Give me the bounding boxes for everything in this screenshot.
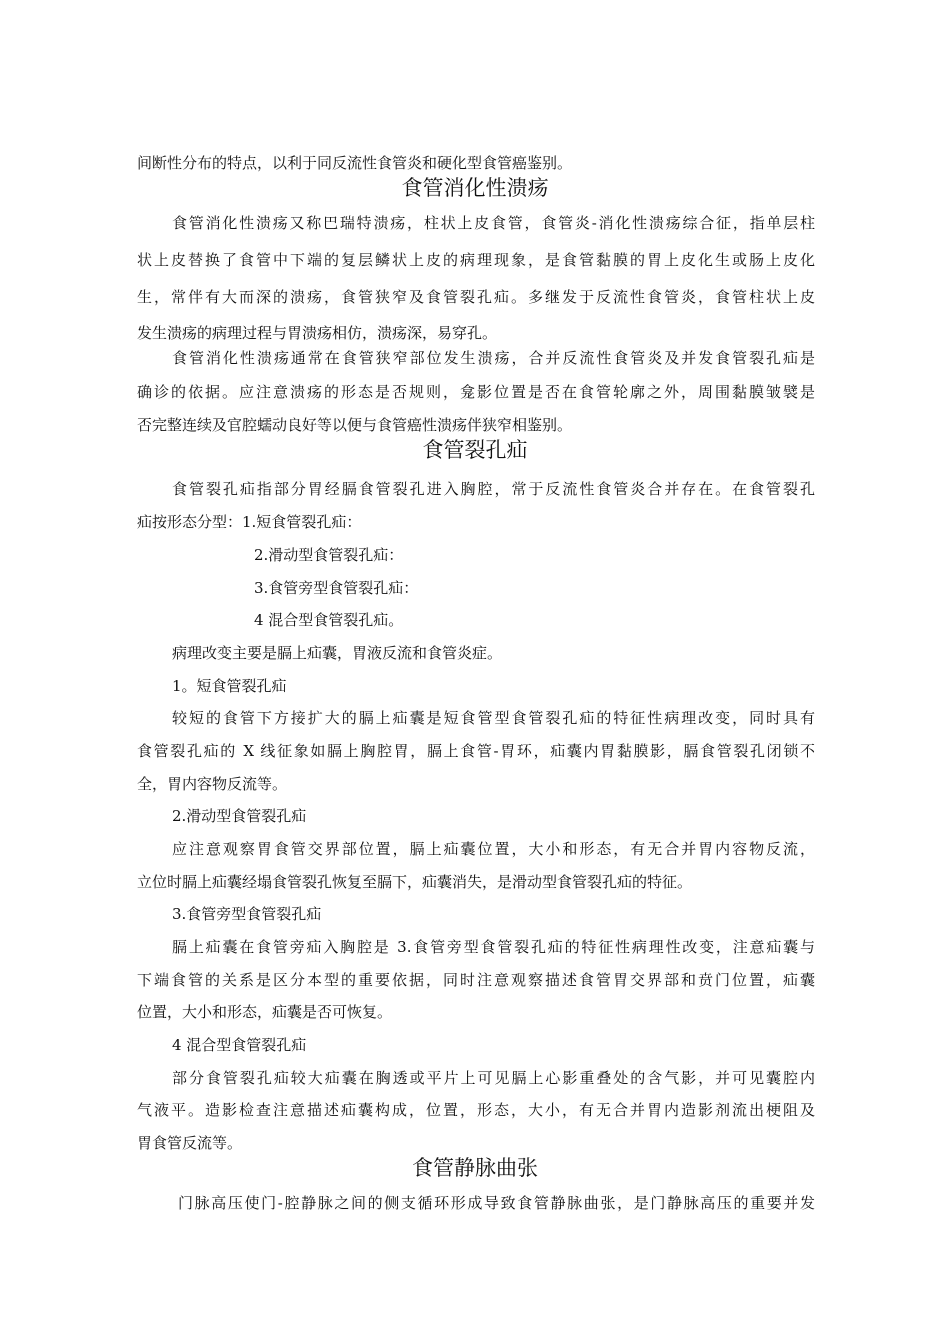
paragraph-line: 应注意观察胃食管交界部位置，膈上疝囊位置，大小和形态，有无合并胃内容物反流，: [172, 840, 815, 858]
paragraph-line: 疝按形态分型：1.短食管裂孔疝：: [137, 513, 362, 531]
subheading: 2.滑动型食管裂孔疝: [172, 807, 307, 825]
section-heading: 食管裂孔疝: [422, 438, 528, 462]
subheading: 4 混合型食管裂孔疝: [172, 1036, 307, 1054]
paragraph-line: 部分食管裂孔疝较大疝囊在胸透或平片上可见膈上心影重叠处的含气影，并可见囊腔内: [172, 1069, 815, 1087]
paragraph-line: 胃食管反流等。: [137, 1134, 243, 1152]
paragraph-line: 下端食管的关系是区分本型的重要依据，同时注意观察描述食管胃交界部和贲门位置，疝囊: [137, 971, 815, 989]
paragraph-line: 全，胃内容物反流等。: [137, 775, 288, 793]
paragraph-line: 较短的食管下方接扩大的膈上疝囊是短食管型食管裂孔疝的特征性病理改变，同时具有: [172, 709, 815, 727]
section-heading: 食管静脉曲张: [412, 1156, 538, 1180]
paragraph-line: 否完整连续及官腔蠕动良好等以便与食管癌性溃疡伴狭窄相鉴别。: [137, 416, 573, 434]
paragraph-line: 食管裂孔疝指部分胃经膈食管裂孔进入胸腔，常于反流性食管炎合并存在。在食管裂孔: [172, 480, 815, 498]
paragraph-line: 食管消化性溃疡通常在食管狭窄部位发生溃疡，合并反流性食管炎及并发食管裂孔疝是: [172, 349, 815, 367]
subheading: 3.食管旁型食管裂孔疝: [172, 905, 322, 923]
paragraph-line: 位置，大小和形态，疝囊是否可恢复。: [137, 1003, 393, 1021]
section-heading: 食管消化性溃疡: [401, 176, 549, 200]
subheading: 1。短食管裂孔疝: [172, 677, 287, 695]
list-item: 4 混合型食管裂孔疝。: [254, 611, 404, 629]
paragraph-line: 气液平。造影检查注意描述疝囊构成，位置，形态，大小，有无合并胃内造影剂流出梗阻及: [137, 1101, 815, 1119]
paragraph-line: 立位时膈上疝囊经塌食管裂孔恢复至膈下，疝囊消失，是滑动型食管裂孔疝的特征。: [137, 873, 693, 891]
paragraph-line: 食管裂孔疝的 X 线征象如膈上胸腔胃，膈上食管-胃环，疝囊内胃黏膜影，膈食管裂孔闭锁不: [137, 742, 815, 760]
paragraph-line: 发生溃疡的病理过程与胃溃疡相仿，溃疡深，易穿孔。: [137, 324, 498, 342]
list-item: 2.滑动型食管裂孔疝：: [254, 546, 404, 564]
paragraph-line: 确诊的依据。应注意溃疡的形态是否规则，龛影位置是否在食管轮廓之外，周围黏膜皱襞是: [137, 383, 815, 401]
list-item: 3.食管旁型食管裂孔疝：: [254, 579, 419, 597]
paragraph-line: 门脉高压使门-腔静脉之间的侧支循环形成导致食管静脉曲张，是门静脉高压的重要并发: [178, 1194, 815, 1212]
paragraph-line: 间断性分布的特点，以利于同反流性食管炎和硬化型食管癌鉴别。: [137, 154, 573, 172]
paragraph-line: 病理改变主要是膈上疝囊，胃液反流和食管炎症。: [172, 644, 503, 662]
paragraph-line: 生，常伴有大而深的溃疡，食管狭窄及食管裂孔疝。多继发于反流性食管炎，食管柱状上皮: [137, 288, 815, 306]
paragraph-line: 食管消化性溃疡又称巴瑞特溃疡，柱状上皮食管，食管炎-消化性溃疡综合征，指单层柱: [172, 214, 815, 232]
paragraph-line: 膈上疝囊在食管旁疝入胸腔是 3.食管旁型食管裂孔疝的特征性病理性改变，注意疝囊与: [172, 938, 815, 956]
paragraph-line: 状上皮替换了食管中下端的复层鳞状上皮的病理现象，是食管黏膜的胃上皮化生或肠上皮化: [137, 251, 815, 269]
